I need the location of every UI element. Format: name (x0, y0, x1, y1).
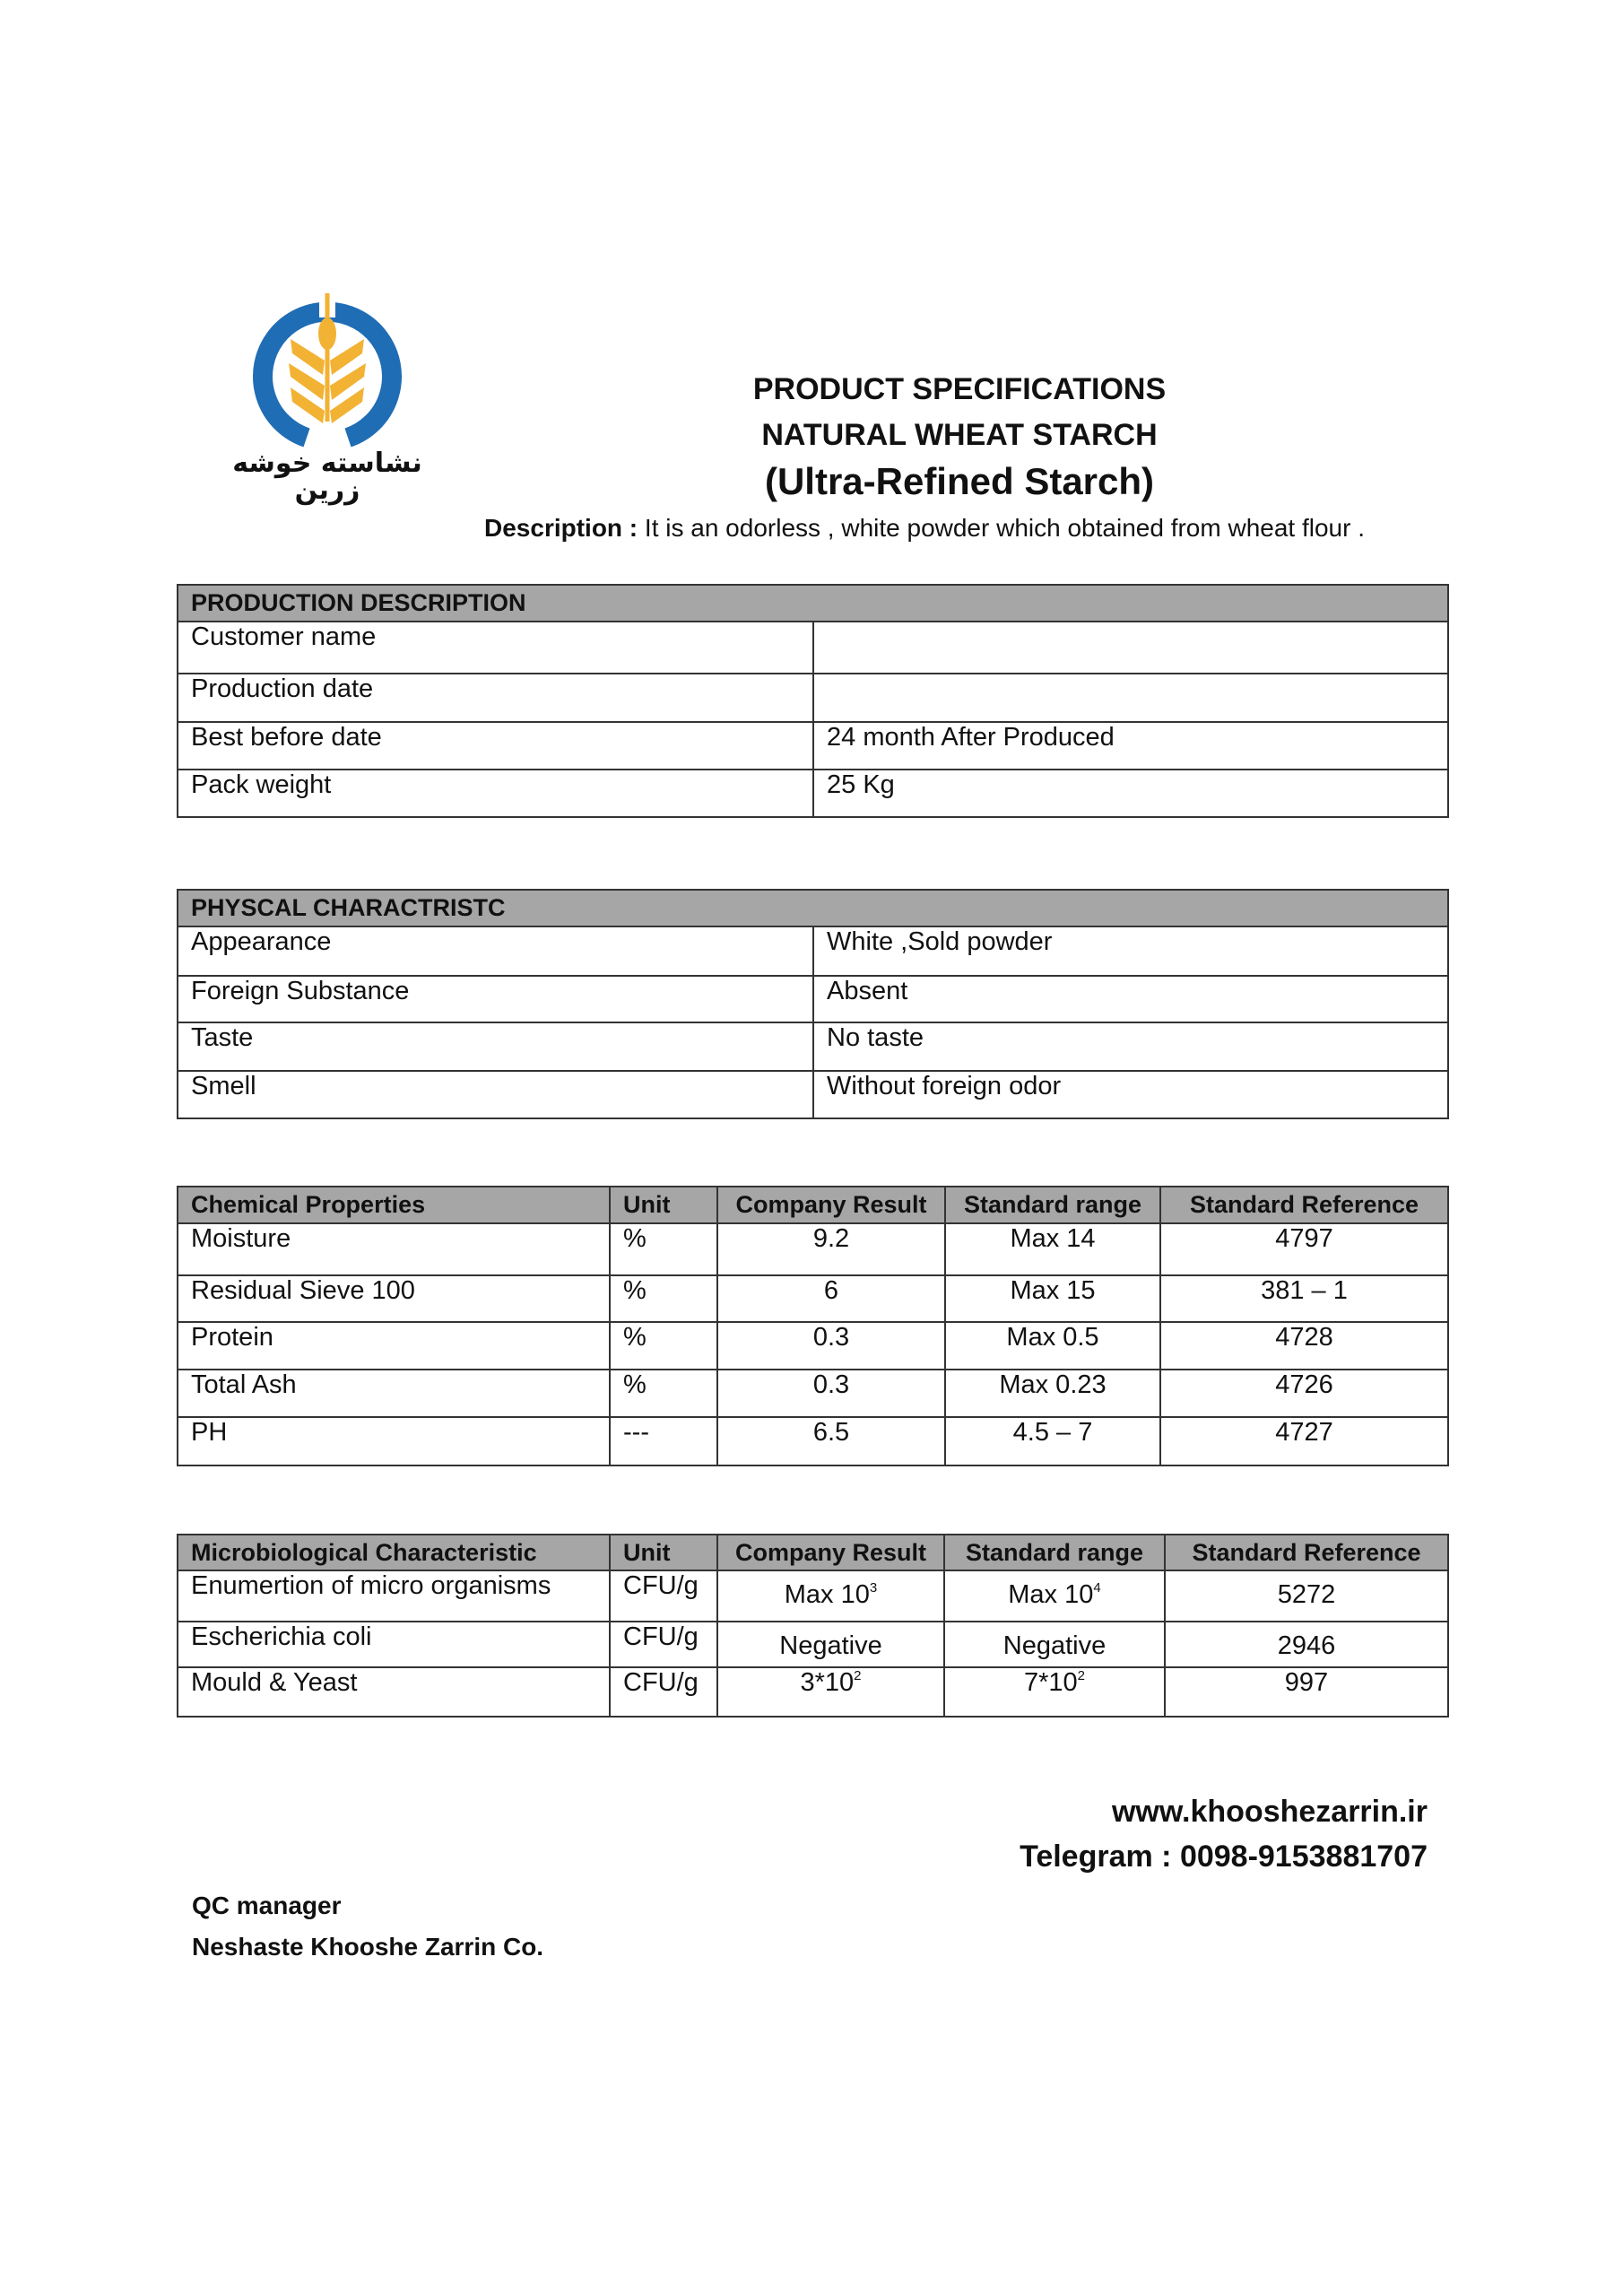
property-cell: Escherichia coli (178, 1622, 610, 1667)
property-cell: Enumertion of micro organisms (178, 1570, 610, 1622)
table-header-row (178, 1187, 1448, 1223)
unit-cell: % (610, 1370, 717, 1417)
range-cell: $7*10^2$ (944, 1667, 1165, 1717)
table-row (178, 976, 1448, 1022)
table-row (178, 1570, 1448, 1622)
unit-cell: % (610, 1322, 717, 1370)
row-value (813, 674, 1448, 722)
product-description (484, 513, 1444, 544)
row-value: White ,Sold powder (813, 926, 1448, 976)
company-name: Neshaste Khooshe Zarrin Co. (192, 1933, 544, 1961)
result-cell: 9.2 (717, 1223, 945, 1275)
column-header: Company Result (717, 1535, 944, 1570)
reference-cell: 4728 (1160, 1322, 1448, 1370)
row-label: Taste (178, 1022, 813, 1071)
table-row (178, 926, 1448, 976)
unit-cell: CFU/g (610, 1667, 717, 1717)
column-header: Unit (610, 1187, 717, 1223)
description-text: It is an odorless , white powder which obtained from wheat flour . (638, 514, 1365, 542)
reference-cell: 4727 (1160, 1417, 1448, 1465)
result-cell: Negative (717, 1622, 944, 1667)
unit-cell: CFU/g (610, 1570, 717, 1622)
property-cell: Moisture (178, 1223, 610, 1275)
row-value: Without foreign odor (813, 1071, 1448, 1118)
table-header-row (178, 1535, 1448, 1570)
row-value: 24 month After Produced (813, 722, 1448, 770)
table-row (178, 1322, 1448, 1370)
column-header: Standard range (944, 1535, 1165, 1570)
range-cell: 4.5 – 7 (945, 1417, 1160, 1465)
row-label: Appearance (178, 926, 813, 976)
range-cell: Negative (944, 1622, 1165, 1667)
row-label: Customer name (178, 622, 813, 674)
reference-cell: 4797 (1160, 1223, 1448, 1275)
unit-cell: % (610, 1223, 717, 1275)
table-row (178, 722, 1448, 770)
chemical-properties-table (177, 1186, 1449, 1466)
result-cell: $3*10^2$ (717, 1667, 944, 1717)
signatory-role: QC manager (192, 1892, 342, 1919)
table-row (178, 770, 1448, 817)
telegram-contact: Telegram : 0098-9153881707 (1020, 1839, 1428, 1874)
product-subtitle: (Ultra-Refined Starch) (764, 460, 1155, 502)
product-name: NATURAL WHEAT STARCH (761, 418, 1158, 452)
range-cell: Max 0.23 (945, 1370, 1160, 1417)
column-header: Unit (610, 1535, 717, 1570)
table-row (178, 1370, 1448, 1417)
row-value: Absent (813, 976, 1448, 1022)
physical-characteristics-table (177, 889, 1449, 1119)
production-description-table (177, 584, 1449, 818)
unit-cell: CFU/g (610, 1622, 717, 1667)
result-cell: 0.3 (717, 1322, 945, 1370)
table-row (178, 622, 1448, 674)
microbiological-table (177, 1534, 1449, 1718)
reference-cell: 5272 (1165, 1570, 1448, 1622)
column-header: Company Result (717, 1187, 945, 1223)
result-cell: Max $10^3$ (717, 1570, 944, 1622)
table-heading: PRODUCTION DESCRIPTION (178, 585, 1448, 622)
reference-cell: 2946 (1165, 1622, 1448, 1667)
table-row (178, 1275, 1448, 1322)
row-value (813, 622, 1448, 674)
column-header: Standard Reference (1165, 1535, 1448, 1570)
unit-cell: % (610, 1275, 717, 1322)
website-link[interactable]: www.khooshezarrin.ir (1111, 1795, 1428, 1829)
result-cell: 6.5 (717, 1417, 945, 1465)
range-cell: Max 0.5 (945, 1322, 1160, 1370)
row-value: No taste (813, 1022, 1448, 1071)
row-label: Best before date (178, 722, 813, 770)
column-header: Chemical Properties (178, 1187, 610, 1223)
table-row (178, 1417, 1448, 1465)
reference-cell: 381 – 1 (1160, 1275, 1448, 1322)
result-cell: 0.3 (717, 1370, 945, 1417)
page-title: PRODUCT SPECIFICATIONS (752, 372, 1167, 406)
property-cell: Mould & Yeast (178, 1667, 610, 1717)
table-row (178, 1667, 1448, 1717)
table-row (178, 1071, 1448, 1118)
logo-persian-name: نشاسته خوشه زرین (232, 448, 422, 506)
unit-cell: --- (610, 1417, 717, 1465)
company-logo (192, 287, 461, 506)
row-label: Smell (178, 1071, 813, 1118)
property-cell: Total Ash (178, 1370, 610, 1417)
row-value: 25 Kg (813, 770, 1448, 817)
result-cell: 6 (717, 1275, 945, 1322)
column-header: Standard range (945, 1187, 1160, 1223)
property-cell: Protein (178, 1322, 610, 1370)
property-cell: PH (178, 1417, 610, 1465)
table-row (178, 1223, 1448, 1275)
column-header: Standard Reference (1160, 1187, 1448, 1223)
range-cell: Max 15 (945, 1275, 1160, 1322)
range-cell: Max $10^4$ (944, 1570, 1165, 1622)
row-label: Production date (178, 674, 813, 722)
reference-cell: 997 (1165, 1667, 1448, 1717)
row-label: Pack weight (178, 770, 813, 817)
table-row (178, 1022, 1448, 1071)
description-label: Description : (484, 514, 638, 542)
reference-cell: 4726 (1160, 1370, 1448, 1417)
range-cell: Max 14 (945, 1223, 1160, 1275)
table-heading: PHYSCAL CHARACTRISTC (178, 890, 1448, 926)
table-row (178, 1622, 1448, 1667)
property-cell: Residual Sieve 100 (178, 1275, 610, 1322)
row-label: Foreign Substance (178, 976, 813, 1022)
table-row (178, 674, 1448, 722)
wheat-ear-in-ring-icon (192, 287, 461, 448)
column-header: Microbiological Characteristic (178, 1535, 610, 1570)
